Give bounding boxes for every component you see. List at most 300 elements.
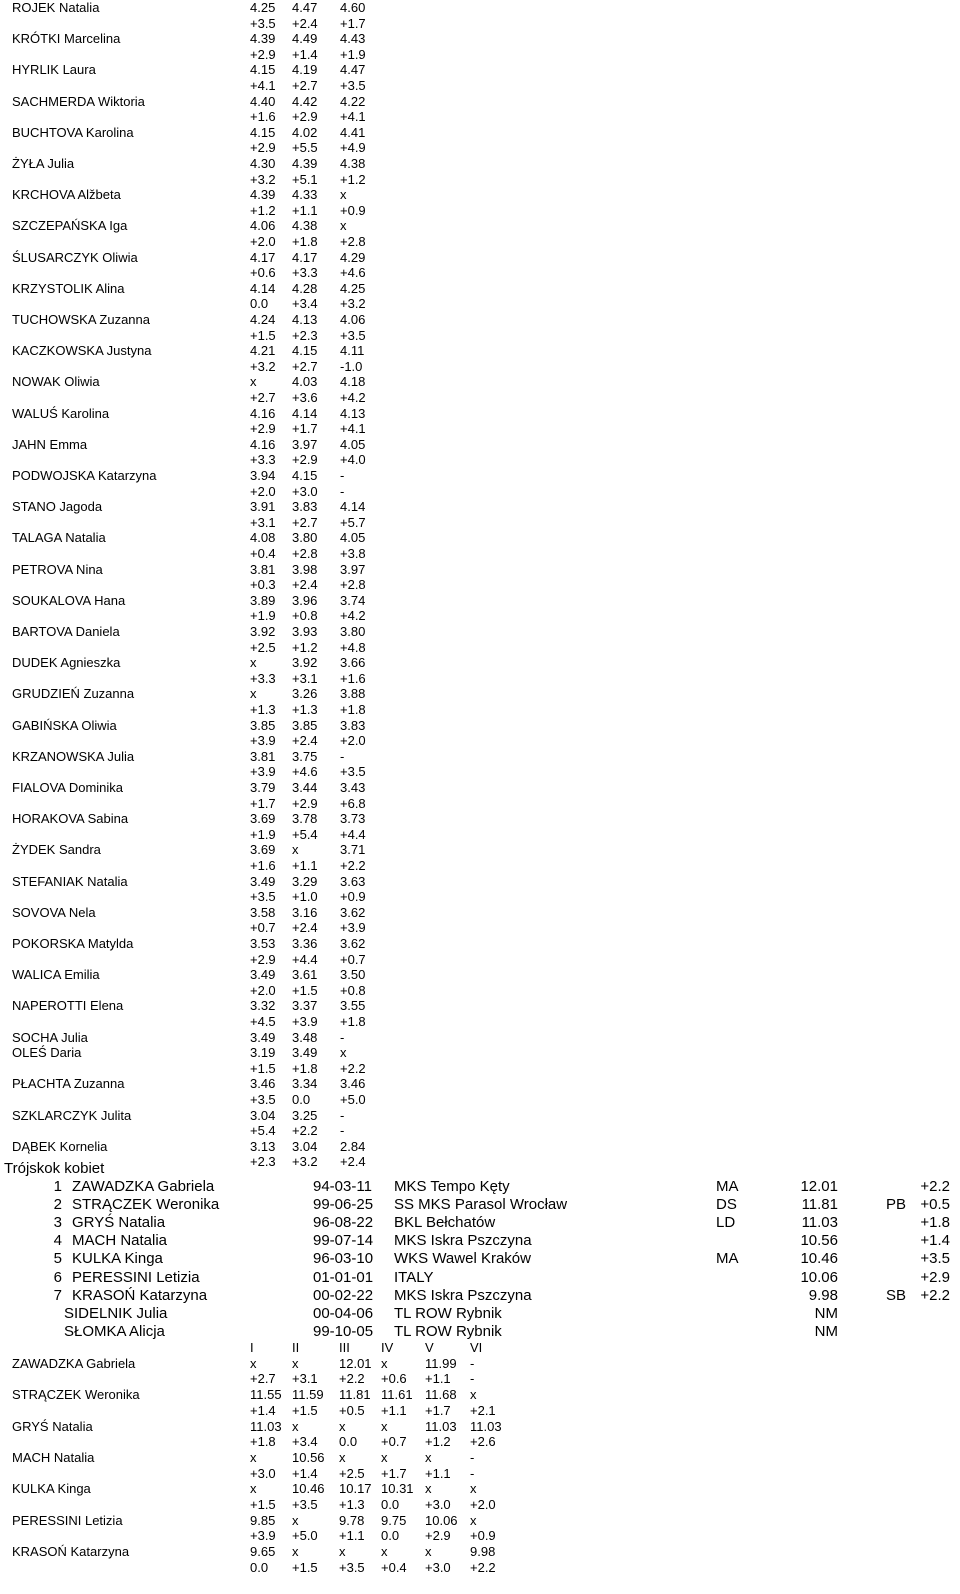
- round-header: III: [339, 1340, 350, 1355]
- athlete-name: GRYŚ Natalia: [12, 1418, 93, 1434]
- attempt-result: 10.46: [292, 1481, 325, 1497]
- attempt-result: 10.17: [339, 1481, 372, 1497]
- attempt-result: 3.83: [340, 717, 366, 733]
- place: 4: [53, 1232, 62, 1250]
- athlete-name: KRASOŃ Katarzyna: [12, 1544, 130, 1560]
- attempt-result: 11.03: [250, 1418, 282, 1434]
- athlete-name: POKORSKA Matylda: [12, 936, 134, 951]
- round-header: II: [292, 1340, 300, 1355]
- athlete-name: KRÓTKI Marcelina: [12, 31, 121, 47]
- attempt-result: 4.14: [292, 405, 318, 421]
- attempt-wind: +4.2: [340, 608, 366, 624]
- attempt-result: 3.97: [340, 561, 366, 577]
- attempt-wind: +2.2: [470, 1559, 496, 1575]
- attempt-result: 3.04: [292, 1138, 318, 1154]
- attempt-wind: +2.3: [292, 327, 318, 343]
- attempt-wind: +3.5: [340, 764, 366, 780]
- athlete-name: PERESSINI Letizia: [12, 1512, 123, 1528]
- birth-date: 01-01-01: [313, 1268, 374, 1286]
- wind: +2.2: [920, 1286, 950, 1304]
- attempt-result: 3.92: [292, 655, 318, 671]
- athlete-name: SOUKALOVA Hana: [12, 592, 126, 608]
- attempt-wind: +2.7: [292, 358, 318, 374]
- attempt-wind: +2.9: [292, 452, 318, 468]
- attempt-wind: +2.2: [340, 858, 366, 873]
- attempt-wind: +1.5: [292, 1559, 318, 1575]
- attempt-result: 4.49: [292, 31, 318, 47]
- attempt-wind: +1.5: [292, 1402, 318, 1418]
- attempt-wind: 0.0: [250, 1559, 269, 1575]
- attempt-wind: +5.5: [292, 140, 318, 156]
- attempt-result: 3.71: [340, 842, 366, 858]
- attempt-wind: +3.1: [250, 514, 276, 530]
- birth-date: 00-02-22: [313, 1286, 374, 1304]
- attempt-wind: 0.0: [292, 1092, 311, 1107]
- attempt-wind: +1.1: [292, 202, 318, 218]
- attempt-result: 4.13: [292, 312, 318, 327]
- attempt-result: 4.60: [340, 0, 366, 15]
- athlete-name: KRZYSTOLIK Alina: [12, 280, 125, 296]
- wind: +2.9: [920, 1268, 950, 1286]
- attempt-wind: +0.7: [340, 951, 366, 967]
- attempt-result: 4.43: [340, 31, 366, 47]
- attempt-wind: +3.2: [292, 1154, 318, 1170]
- attempt-result: 4.05: [340, 530, 366, 546]
- attempt-wind: +2.6: [470, 1434, 496, 1450]
- attempt-wind: +0.6: [381, 1371, 407, 1387]
- attempt-wind: +0.4: [250, 546, 276, 561]
- attempt-wind: +1.3: [339, 1497, 365, 1512]
- attempt-result: 4.16: [250, 436, 276, 452]
- attempt-result: x: [250, 1355, 257, 1371]
- attempt-result: x: [250, 1449, 257, 1465]
- attempt-result: 3.97: [292, 436, 318, 452]
- attempt-result: x: [292, 1418, 299, 1434]
- attempt-result: 3.48: [292, 1029, 318, 1045]
- attempt-wind: +2.5: [339, 1465, 365, 1481]
- attempt-wind: +0.8: [292, 608, 318, 624]
- round-header: V: [425, 1340, 434, 1355]
- attempt-wind: +4.0: [340, 452, 366, 468]
- attempt-wind: +1.8: [292, 1060, 318, 1076]
- attempt-result: 11.03: [470, 1418, 502, 1434]
- athlete-name: PŁACHTA Zuzanna: [12, 1076, 125, 1092]
- attempt-result: x: [339, 1544, 346, 1560]
- attempt-result: 3.66: [340, 655, 366, 671]
- attempt-wind: +2.9: [292, 795, 318, 811]
- attempt-wind: +2.4: [292, 920, 318, 936]
- result: 10.46: [800, 1250, 838, 1268]
- attempt-result: 4.41: [340, 124, 366, 140]
- attempt-result: 4.30: [250, 156, 276, 171]
- attempt-wind: +2.1: [470, 1402, 496, 1418]
- place: 7: [53, 1286, 62, 1304]
- attempt-wind: +2.4: [292, 577, 318, 593]
- athlete-name: ŚLUSARCZYK Oliwia: [12, 249, 138, 265]
- club: TL ROW Rybnik: [394, 1322, 502, 1340]
- place: 6: [53, 1268, 62, 1286]
- attempt-result: 3.98: [292, 561, 318, 577]
- attempt-wind: +1.5: [292, 982, 318, 998]
- club: SS MKS Parasol Wrocław: [394, 1196, 568, 1214]
- attempt-result: 3.80: [292, 530, 318, 546]
- attempt-result: x: [340, 187, 347, 203]
- club: TL ROW Rybnik: [394, 1304, 502, 1322]
- attempt-wind: +4.5: [250, 1014, 276, 1029]
- athlete-name: JAHN Emma: [12, 436, 88, 452]
- attempt-result: x: [340, 1045, 347, 1061]
- attempt-wind: +1.9: [250, 608, 276, 624]
- attempt-result: x: [292, 842, 299, 858]
- attempt-result: 9.78: [339, 1512, 365, 1528]
- attempt-result: 3.80: [340, 624, 366, 639]
- birth-date: 00-04-06: [313, 1304, 374, 1322]
- round-header: I: [250, 1340, 254, 1355]
- athlete-name: OLEŚ Daria: [12, 1045, 82, 1061]
- attempt-result: 3.53: [250, 936, 276, 951]
- attempt-result: 3.46: [250, 1076, 276, 1092]
- attempt-wind: +2.0: [250, 982, 276, 998]
- attempt-wind: +3.9: [250, 1528, 276, 1544]
- attempt-wind: +1.4: [292, 46, 318, 62]
- attempt-result: 3.44: [292, 780, 318, 795]
- club: ITALY: [394, 1268, 434, 1286]
- attempt-result: 9.65: [250, 1544, 276, 1560]
- attempt-wind: +3.5: [250, 15, 276, 31]
- attempt-wind: +4.4: [340, 826, 366, 842]
- club: MKS Iskra Pszczyna: [394, 1286, 532, 1304]
- attempt-wind: +3.2: [250, 358, 276, 374]
- attempt-result: 3.19: [250, 1045, 276, 1061]
- attempt-result: 4.14: [250, 280, 276, 296]
- class-badge: LD: [716, 1214, 736, 1232]
- attempt-wind: +3.5: [250, 889, 276, 905]
- attempt-wind: +3.0: [250, 1465, 276, 1481]
- athlete-name: HORAKOVA Sabina: [12, 811, 129, 827]
- attempt-wind: +1.6: [250, 109, 276, 125]
- attempt-wind: +2.5: [250, 639, 276, 655]
- attempt-result: 3.69: [250, 842, 276, 858]
- attempt-result: 4.15: [250, 62, 276, 78]
- birth-date: 99-06-25: [313, 1196, 374, 1214]
- athlete-name: STRĄCZEK Weronika: [12, 1387, 140, 1403]
- attempt-wind: +2.9: [250, 46, 276, 62]
- attempt-wind: +2.8: [292, 546, 318, 561]
- birth-date: 99-10-05: [313, 1322, 374, 1340]
- attempt-wind: +0.6: [250, 265, 276, 281]
- attempt-wind: +3.4: [292, 1434, 318, 1450]
- result: 12.01: [800, 1178, 838, 1195]
- attempt-wind: +2.7: [250, 1371, 276, 1387]
- attempt-wind: +1.2: [292, 639, 318, 655]
- attempt-result: -: [470, 1355, 475, 1371]
- attempt-result: 4.05: [340, 436, 366, 452]
- athlete-name: ZAWADZKA Gabriela: [12, 1355, 136, 1371]
- attempt-wind: +3.0: [425, 1559, 451, 1575]
- result: 11.03: [801, 1214, 838, 1232]
- athlete-name: KULKA Kinga: [72, 1250, 163, 1268]
- attempt-wind: +1.8: [340, 702, 366, 717]
- attempt-wind: +4.2: [340, 390, 366, 405]
- athlete-name: PETROVA Nina: [12, 561, 103, 577]
- attempt-result: x: [425, 1449, 432, 1465]
- attempt-result: 4.13: [340, 405, 366, 421]
- attempt-wind: +3.0: [425, 1497, 451, 1512]
- attempt-wind: +0.7: [250, 920, 276, 936]
- attempt-wind: +0.9: [470, 1528, 496, 1544]
- attempt-result: 4.42: [292, 93, 318, 109]
- attempt-wind: +1.7: [250, 795, 276, 811]
- attempt-wind: +3.0: [292, 483, 318, 499]
- place: 1: [53, 1178, 62, 1195]
- athlete-name: PODWOJSKA Katarzyna: [12, 468, 157, 483]
- attempt-wind: +2.0: [470, 1497, 496, 1512]
- attempt-wind: -: [470, 1465, 475, 1481]
- athlete-name: WALICA Emilia: [12, 967, 100, 983]
- attempt-result: 9.85: [250, 1512, 276, 1528]
- athlete-name: NOWAK Oliwia: [12, 374, 100, 390]
- attempt-result: 4.21: [250, 343, 276, 359]
- athlete-name: STRĄCZEK Weronika: [72, 1196, 220, 1214]
- wind: +1.4: [920, 1232, 950, 1250]
- athlete-name: ZAWADZKA Gabriela: [72, 1178, 215, 1195]
- attempt-result: 4.38: [292, 218, 318, 234]
- attempt-wind: +5.0: [340, 1092, 366, 1107]
- attempt-result: 3.75: [292, 748, 318, 764]
- attempt-result: 3.04: [250, 1107, 276, 1123]
- attempt-result: 4.15: [250, 124, 276, 140]
- attempt-result: -: [340, 1107, 345, 1123]
- attempt-result: x: [470, 1387, 477, 1403]
- attempt-wind: +1.7: [340, 15, 366, 31]
- round-header: IV: [381, 1340, 394, 1355]
- attempt-result: 11.61: [381, 1387, 413, 1403]
- attempt-wind: +1.3: [250, 702, 276, 717]
- attempt-wind: +2.7: [292, 78, 318, 93]
- attempt-wind: +3.9: [340, 920, 366, 936]
- attempt-result: 4.47: [292, 0, 318, 15]
- attempt-result: 3.29: [292, 873, 318, 889]
- attempt-result: 4.15: [292, 343, 318, 359]
- place: 2: [53, 1196, 62, 1214]
- attempt-wind: +3.9: [250, 764, 276, 780]
- athlete-name: SOVOVA Nela: [12, 904, 96, 920]
- attempt-result: 11.59: [292, 1387, 324, 1403]
- attempt-wind: +1.0: [292, 889, 318, 905]
- attempt-wind: +1.7: [425, 1402, 451, 1418]
- athlete-name: PERESSINI Letizia: [72, 1268, 200, 1286]
- athlete-name: BUCHTOVA Karolina: [12, 124, 134, 140]
- athlete-name: GABIŃSKA Oliwia: [12, 717, 117, 733]
- attempt-wind: -: [340, 483, 345, 499]
- attempt-result: 3.32: [250, 998, 276, 1014]
- attempt-wind: +3.5: [340, 78, 366, 93]
- attempt-result: 3.69: [250, 811, 276, 827]
- athlete-name: KULKA Kinga: [12, 1481, 91, 1497]
- attempt-result: 4.19: [292, 62, 318, 78]
- attempt-wind: +1.7: [292, 421, 318, 437]
- club: MKS Tempo Kęty: [394, 1178, 510, 1195]
- attempt-result: 3.85: [292, 717, 318, 733]
- attempt-wind: +5.0: [292, 1528, 318, 1544]
- attempt-wind: +3.6: [292, 390, 318, 405]
- attempt-result: 4.47: [340, 62, 366, 78]
- attempt-wind: +5.4: [292, 826, 318, 842]
- attempt-result: 10.06: [425, 1512, 458, 1528]
- attempt-wind: +0.9: [340, 889, 366, 905]
- attempt-wind: +3.1: [292, 670, 318, 686]
- attempt-result: 4.33: [292, 187, 318, 203]
- attempt-result: 4.17: [292, 249, 318, 265]
- place: 3: [53, 1214, 62, 1232]
- athlete-name: MACH Natalia: [72, 1232, 168, 1250]
- attempt-result: 3.49: [250, 967, 276, 983]
- attempt-wind: +3.4: [292, 296, 318, 312]
- attempt-wind: 0.0: [250, 296, 269, 312]
- attempt-result: 4.22: [340, 93, 366, 109]
- attempt-result: 3.46: [340, 1076, 366, 1092]
- attempt-result: 3.58: [250, 904, 276, 920]
- attempt-result: 3.73: [340, 811, 366, 827]
- attempt-wind: +0.9: [340, 202, 366, 218]
- result: NM: [814, 1304, 838, 1322]
- attempt-wind: +3.2: [250, 171, 276, 187]
- club: MKS Iskra Pszczyna: [394, 1232, 532, 1250]
- attempt-wind: -1.0: [340, 358, 363, 374]
- athlete-name: SŁOMKA Alicja: [64, 1322, 165, 1340]
- attempt-wind: +1.2: [250, 202, 276, 218]
- athlete-name: SOCHA Julia: [12, 1029, 88, 1045]
- attempt-result: 3.61: [292, 967, 318, 983]
- attempt-result: -: [340, 1029, 345, 1045]
- attempt-wind: +1.1: [425, 1371, 451, 1387]
- attempt-result: 4.06: [340, 312, 366, 327]
- attempt-wind: +2.7: [292, 514, 318, 530]
- attempt-result: 4.28: [292, 280, 318, 296]
- class-badge: DS: [716, 1196, 737, 1214]
- attempt-result: 11.03: [425, 1418, 457, 1434]
- attempt-result: 4.06: [250, 218, 276, 234]
- birth-date: 99-07-14: [313, 1232, 374, 1250]
- attempt-result: 4.39: [250, 187, 276, 203]
- birth-date: 94-03-11: [313, 1178, 372, 1195]
- athlete-name: DĄBEK Kornelia: [12, 1138, 108, 1154]
- athlete-name: STANO Jagoda: [12, 499, 103, 515]
- attempt-wind: +5.1: [292, 171, 318, 187]
- attempt-result: 3.78: [292, 811, 318, 827]
- attempt-wind: +0.3: [250, 577, 276, 593]
- athlete-name: SZCZEPAŃSKA Iga: [12, 218, 128, 234]
- result: 10.06: [800, 1268, 838, 1286]
- attempt-wind: +2.8: [340, 577, 366, 593]
- attempt-result: 4.24: [250, 312, 276, 327]
- attempt-result: 9.75: [381, 1512, 407, 1528]
- attempt-wind: +1.1: [381, 1402, 407, 1418]
- attempt-result: 3.25: [292, 1107, 318, 1123]
- attempt-result: 4.18: [340, 374, 366, 390]
- attempt-wind: +4.4: [292, 951, 318, 967]
- wind: +0.5: [920, 1196, 950, 1214]
- attempt-result: x: [250, 374, 257, 390]
- attempt-result: -: [340, 748, 345, 764]
- attempt-result: 3.49: [250, 873, 276, 889]
- athlete-name: BARTOVA Daniela: [12, 624, 120, 639]
- attempt-result: x: [470, 1512, 477, 1528]
- attempt-wind: +1.1: [339, 1528, 365, 1544]
- club: WKS Wawel Kraków: [394, 1250, 531, 1268]
- attempt-result: 3.88: [340, 686, 366, 702]
- attempt-wind: +3.3: [250, 452, 276, 468]
- athlete-name: SIDELNIK Julia: [64, 1304, 168, 1322]
- attempt-result: -: [340, 468, 345, 483]
- attempt-result: 3.49: [292, 1045, 318, 1061]
- result: 10.56: [800, 1232, 838, 1250]
- round-header: VI: [470, 1340, 483, 1355]
- attempt-wind: +3.5: [250, 1092, 276, 1107]
- attempt-result: 4.29: [340, 249, 366, 265]
- attempt-result: 3.83: [292, 499, 318, 515]
- attempt-wind: +1.9: [340, 46, 366, 62]
- attempt-wind: +2.0: [340, 733, 366, 749]
- attempt-wind: +4.1: [250, 78, 276, 93]
- attempt-result: 3.81: [250, 561, 276, 577]
- attempt-wind: +0.4: [381, 1559, 407, 1575]
- attempt-wind: +3.5: [292, 1497, 318, 1512]
- attempt-wind: +2.0: [250, 483, 276, 499]
- attempt-wind: +2.9: [250, 140, 276, 156]
- attempt-result: 3.36: [292, 936, 318, 951]
- attempt-wind: +1.2: [425, 1434, 451, 1450]
- attempt-result: x: [340, 218, 347, 234]
- attempt-result: 3.43: [340, 780, 366, 795]
- athlete-name: SZKLARCZYK Julita: [12, 1107, 132, 1123]
- attempt-result: x: [425, 1544, 432, 1560]
- attempt-wind: 0.0: [381, 1497, 400, 1512]
- attempt-wind: +1.2: [340, 171, 366, 187]
- athlete-name: FIALOVA Dominika: [12, 780, 124, 795]
- attempt-wind: -: [340, 1123, 345, 1139]
- wind: +3.5: [920, 1250, 950, 1268]
- attempt-result: x: [470, 1481, 477, 1497]
- attempt-wind: +1.8: [292, 234, 318, 249]
- attempt-wind: +3.3: [292, 265, 318, 281]
- attempt-result: 10.31: [381, 1481, 414, 1497]
- athlete-name: ŻYDEK Sandra: [12, 842, 101, 858]
- attempt-result: x: [250, 655, 257, 671]
- attempt-result: 12.01: [339, 1355, 372, 1371]
- attempt-result: 4.02: [292, 124, 318, 140]
- athlete-name: HYRLIK Laura: [12, 62, 96, 78]
- attempt-result: x: [250, 1481, 257, 1497]
- attempt-result: 4.38: [340, 156, 366, 171]
- attempt-wind: +3.2: [340, 296, 366, 312]
- attempt-result: x: [381, 1449, 388, 1465]
- attempt-wind: +2.2: [340, 1060, 366, 1076]
- attempt-wind: +2.9: [250, 421, 276, 437]
- attempt-result: 4.39: [250, 31, 276, 47]
- section-title: Trójskok kobiet: [4, 1160, 105, 1177]
- attempt-wind: +1.8: [250, 1434, 276, 1450]
- result: 9.98: [808, 1286, 838, 1304]
- athlete-name: STEFANIAK Natalia: [12, 873, 128, 889]
- athlete-name: TUCHOWSKA Zuzanna: [12, 312, 150, 327]
- attempt-result: 3.50: [340, 967, 366, 983]
- athlete-name: KRASOŃ Katarzyna: [72, 1286, 208, 1304]
- class-badge: MA: [716, 1250, 739, 1268]
- attempt-wind: 0.0: [339, 1434, 358, 1450]
- attempt-wind: +1.7: [381, 1465, 407, 1481]
- attempt-wind: +3.5: [339, 1559, 365, 1575]
